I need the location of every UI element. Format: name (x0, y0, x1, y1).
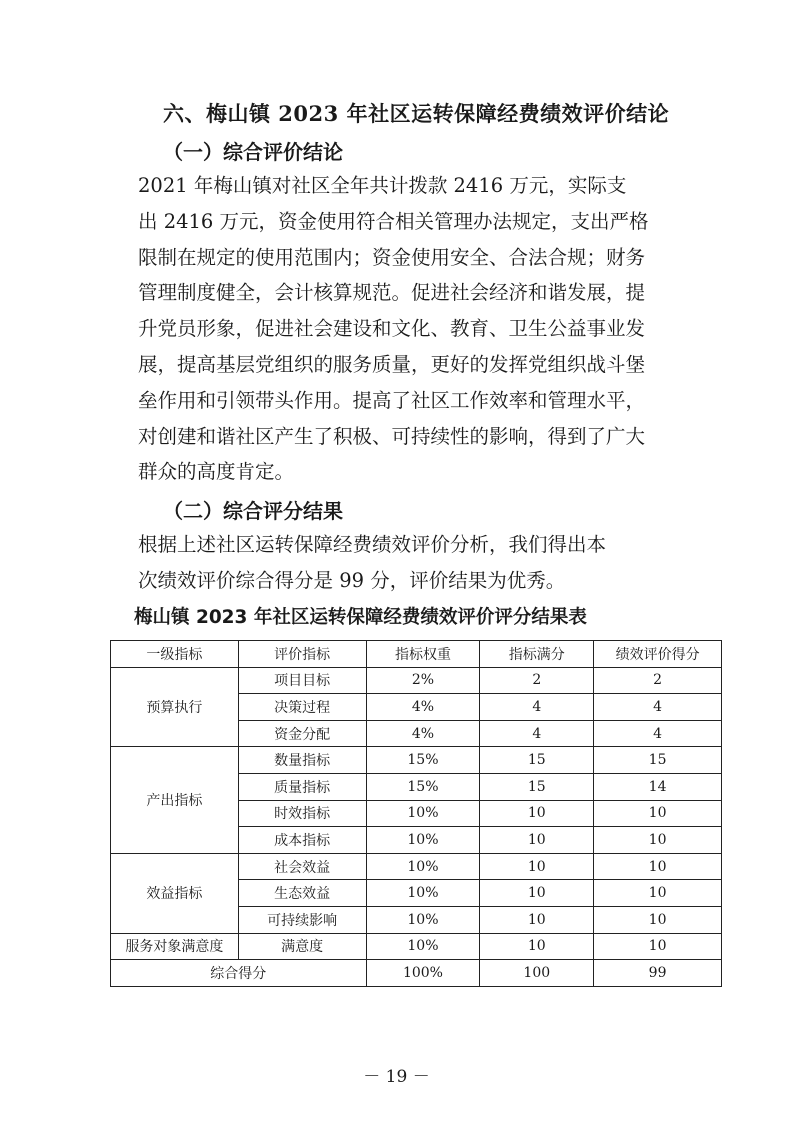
header-indicator: 评价指标 (238, 641, 366, 668)
paragraph-line: 对创建和谐社区产生了积极、可持续性的影响，得到了广大 (138, 424, 646, 448)
score-cell: 10 (594, 827, 722, 854)
weight-cell: 2% (366, 667, 480, 694)
paragraph-line: 管理制度健全，会计核算规范。促进社会经济和谐发展，提 (138, 281, 646, 305)
total-score-cell: 99 (594, 960, 722, 987)
score-cell: 10 (594, 880, 722, 907)
table-row (111, 747, 722, 774)
score-cell: 4 (594, 694, 722, 721)
score-cell: 10 (594, 800, 722, 827)
weight-cell: 4% (366, 694, 480, 721)
total-weight-cell: 100% (366, 960, 480, 987)
full-score-cell: 15 (480, 747, 594, 774)
subsection-title-conclusion: （一）综合评价结论 (163, 140, 343, 164)
weight-cell: 10% (366, 880, 480, 907)
indicator-cell: 可持续影响 (238, 906, 366, 933)
score-cell: 14 (594, 773, 722, 800)
paragraph-line: 出 2416 万元，资金使用符合相关管理办法规定，支出严格 (138, 209, 649, 233)
indicator-cell: 社会效益 (238, 853, 366, 880)
header-score: 绩效评价得分 (594, 641, 722, 668)
score-paragraph (138, 527, 660, 599)
indicator-cell: 满意度 (238, 933, 366, 960)
table-row (111, 853, 722, 880)
full-score-cell: 2 (480, 667, 594, 694)
weight-cell: 4% (366, 720, 480, 747)
full-score-cell: 10 (480, 800, 594, 827)
header-weight: 指标权重 (366, 641, 480, 668)
paragraph-line: 2021 年梅山镇对社区全年共计拨款 2416 万元，实际支 (138, 174, 627, 197)
group-cell: 产出指标 (111, 747, 239, 853)
indicator-cell: 质量指标 (238, 773, 366, 800)
score-cell: 10 (594, 853, 722, 880)
full-score-cell: 10 (480, 827, 594, 854)
total-label-cell: 综合得分 (111, 960, 367, 987)
paragraph-line: 展，提高基层党组织的服务质量，更好的发挥党组织战斗堡 (138, 352, 646, 376)
full-score-cell: 15 (480, 773, 594, 800)
score-cell: 10 (594, 933, 722, 960)
group-cell: 服务对象满意度 (111, 933, 239, 960)
indicator-cell: 成本指标 (238, 827, 366, 854)
total-row (111, 960, 722, 987)
section-title: 六、梅山镇 2023 年社区运转保障经费绩效评价结论 (163, 101, 670, 126)
subsection-title-score: （二）综合评分结果 (163, 499, 343, 523)
full-score-cell: 4 (480, 694, 594, 721)
indicator-cell: 资金分配 (238, 720, 366, 747)
table-row (111, 933, 722, 960)
weight-cell: 10% (366, 906, 480, 933)
score-cell: 2 (594, 667, 722, 694)
full-score-cell: 10 (480, 933, 594, 960)
paragraph-line: 根据上述社区运转保障经费绩效评价分析，我们得出本 (138, 533, 607, 556)
group-cell: 效益指标 (111, 853, 239, 933)
group-cell: 预算执行 (111, 667, 239, 747)
header-full-score: 指标满分 (480, 641, 594, 668)
weight-cell: 10% (366, 853, 480, 880)
full-score-cell: 10 (480, 853, 594, 880)
table-row (111, 667, 722, 694)
weight-cell: 10% (366, 933, 480, 960)
indicator-cell: 决策过程 (238, 694, 366, 721)
indicator-cell: 生态效益 (238, 880, 366, 907)
full-score-cell: 4 (480, 720, 594, 747)
paragraph-line: 垒作用和引领带头作用。提高了社区工作效率和管理水平， (138, 388, 646, 412)
full-score-cell: 10 (480, 906, 594, 933)
weight-cell: 10% (366, 827, 480, 854)
score-cell: 10 (594, 906, 722, 933)
indicator-cell: 时效指标 (238, 800, 366, 827)
score-table (110, 640, 722, 987)
page-number: － 19 － (363, 1067, 430, 1087)
conclusion-paragraph (138, 168, 660, 490)
total-full-score-cell: 100 (480, 960, 594, 987)
paragraph-line: 限制在规定的使用范围内；资金使用安全、合法合规；财务 (138, 245, 646, 269)
indicator-cell: 项目目标 (238, 667, 366, 694)
table-title: 梅山镇 2023 年社区运转保障经费绩效评价评分结果表 (134, 607, 587, 628)
weight-cell: 10% (366, 800, 480, 827)
paragraph-line: 群众的高度肯定。 (138, 460, 295, 484)
score-cell: 15 (594, 747, 722, 774)
paragraph-line: 次绩效评价综合得分是 99 分，评价结果为优秀。 (138, 568, 566, 592)
header-level1: 一级指标 (111, 641, 239, 668)
score-cell: 4 (594, 720, 722, 747)
weight-cell: 15% (366, 747, 480, 774)
paragraph-line: 升党员形象，促进社会建设和文化、教育、卫生公益事业发 (138, 317, 646, 341)
indicator-cell: 数量指标 (238, 747, 366, 774)
weight-cell: 15% (366, 773, 480, 800)
full-score-cell: 10 (480, 880, 594, 907)
table-header-row (111, 641, 722, 668)
